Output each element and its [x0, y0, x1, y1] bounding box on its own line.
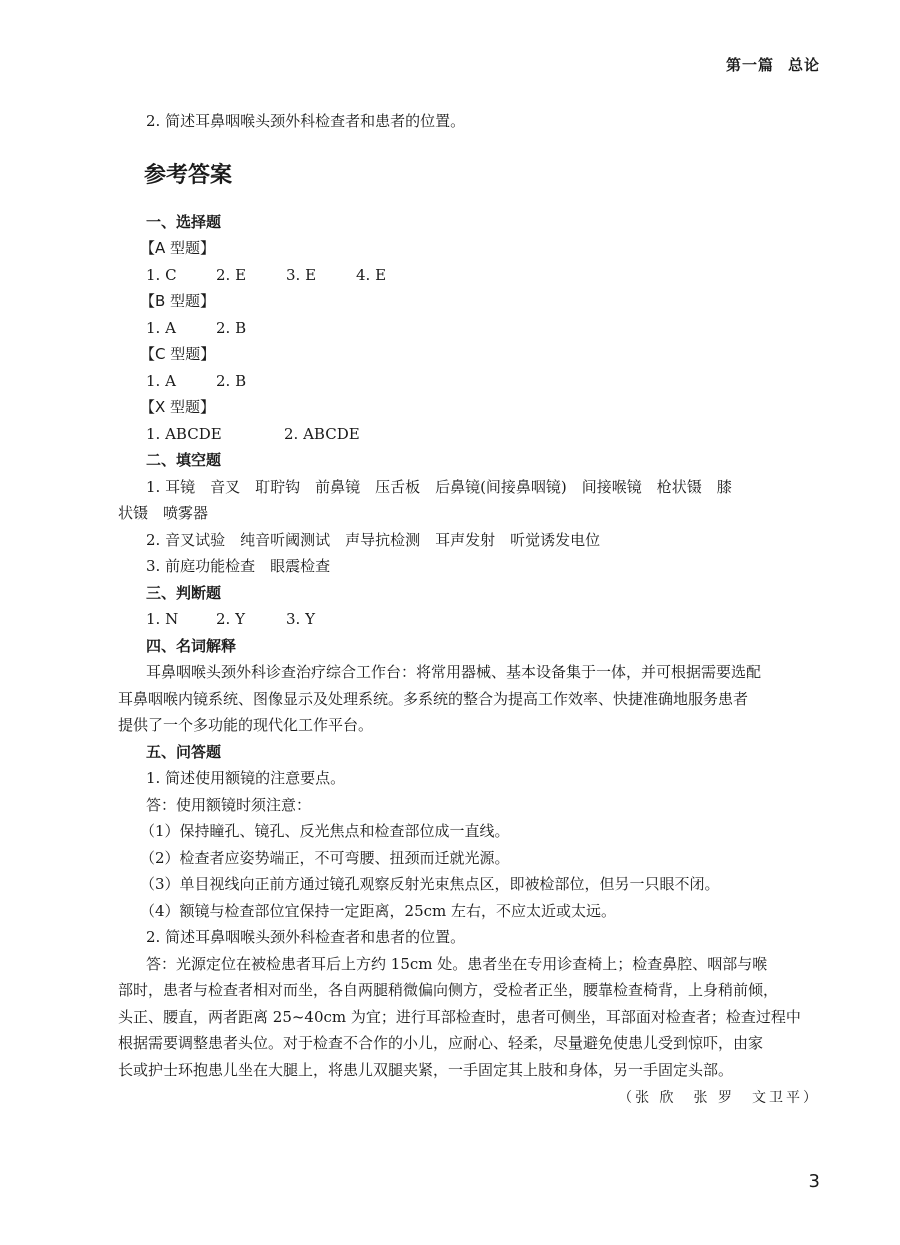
- question-1-point: （1）保持瞳孔、镜孔、反光焦点和检查部位成一直线。: [140, 822, 510, 840]
- section5-title: 五、问答题: [146, 742, 222, 761]
- running-header: [726, 54, 820, 75]
- header-title: 总论: [787, 56, 820, 74]
- b-type-answers: [118, 315, 820, 342]
- answer-item: 3. Y: [286, 610, 315, 628]
- answer-item: 1. N: [146, 610, 179, 628]
- answer-item: 2. ABCDE: [284, 424, 360, 443]
- answer-item: 2. Y: [216, 610, 245, 628]
- fill-item-2: 2. 音叉试验 纯音听阈测试 声导抗检测 耳声发射 听觉诱发电位: [146, 530, 601, 549]
- question-2: 2. 简述耳鼻咽喉头颈外科检查者和患者的位置。: [146, 928, 466, 946]
- x-type-answers: [118, 421, 820, 448]
- answer-item: 3. E: [286, 265, 317, 284]
- answer-item: 4. E: [356, 265, 387, 284]
- question-2-answer-line: 长或护士环抱患儿坐在大腿上，将患儿双腿夹紧，一手固定其上肢和身体，另一手固定头部。: [118, 1060, 734, 1079]
- answer-item: 2. B: [216, 371, 247, 390]
- answer-item: 1. A: [146, 318, 176, 337]
- question-1: 1. 简述使用额镜的注意要点。: [146, 769, 346, 787]
- x-type-label: 【X 型题】: [140, 398, 216, 416]
- fill-item-1-line1: 1. 耳镜 音叉 耵聍钩 前鼻镜 压舌板 后鼻镜(间接鼻咽镜) 间接喉镜 枪状镊 膝: [146, 477, 732, 496]
- section1-title: 一、选择题: [146, 212, 222, 231]
- section4-title: 四、名词解释: [146, 636, 237, 655]
- definition-line: 提供了一个多功能的现代化工作平台。: [118, 716, 374, 734]
- page-number: 3: [808, 1171, 820, 1192]
- answers-heading: 参考答案: [144, 162, 233, 188]
- section3-title: 三、判断题: [146, 583, 222, 602]
- a-type-answers: [118, 262, 820, 289]
- question-1-point: （3）单目视线向正前方通过镜孔观察反射光束焦点区，即被检部位，但另一只眼不闭。: [140, 875, 720, 893]
- question-2-answer-line: 答：光源定位在被检患者耳后上方约 15cm 处。患者坐在专用诊查椅上；检查鼻腔、咽部与喉: [146, 954, 768, 973]
- answer-item: 2. B: [216, 318, 247, 337]
- judgment-answers: [118, 606, 820, 633]
- top-question: 2. 简述耳鼻咽喉头颈外科检查者和患者的位置。: [146, 112, 466, 130]
- b-type-label: 【B 型题】: [140, 292, 216, 310]
- section2-title: 二、填空题: [146, 451, 222, 469]
- answer-item: 2. E: [216, 265, 247, 284]
- authors: （张 欣 张 罗 文卫平）: [618, 1090, 820, 1106]
- question-1-point: （4）额镜与检查部位宜保持一定距离，25cm 左右，不应太近或太远。: [140, 901, 617, 920]
- header-part: 第一篇: [725, 56, 774, 74]
- answer-item: 1. A: [146, 371, 176, 390]
- question-2-answer-line: 头正、腰直，两者距离 25~40cm 为宜；进行耳部检查时，患者可侧坐，耳部面对检查者；检查过程中: [118, 1007, 801, 1026]
- fill-item-1-line2: 状镊 喷雾器: [118, 504, 209, 522]
- c-type-label: 【C 型题】: [140, 345, 216, 363]
- c-type-answers: [118, 368, 820, 395]
- definition-line: 耳鼻咽喉头颈外科诊查治疗综合工作台：将常用器械、基本设备集于一体，并可根据需要选配: [146, 663, 762, 681]
- answer-item: 1. C: [146, 265, 177, 284]
- definition-line: 耳鼻咽喉内镜系统、图像显示及处理系统。多系统的整合为提高工作效率、快捷准确地服务患者: [118, 689, 749, 708]
- page-content: [118, 108, 820, 1111]
- question-1-point: （2）检查者应姿势端正，不可弯腰、扭颈而迁就光源。: [140, 848, 510, 867]
- question-2-answer-line: 部时，患者与检查者相对而坐，各自两腿稍微偏向侧方，受检者正坐，腰靠检查椅背，上身稍前倾，: [118, 981, 779, 999]
- question-2-answer-line: 根据需要调整患者头位。对于检查不合作的小儿，应耐心、轻柔，尽量避免使患儿受到惊吓，由家: [118, 1034, 764, 1052]
- fill-item-3: 3. 前庭功能检查 眼震检查: [146, 557, 331, 575]
- a-type-label: 【A 型题】: [140, 239, 216, 257]
- answer-item: 1. ABCDE: [146, 424, 222, 443]
- question-1-answer-intro: 答：使用额镜时须注意：: [146, 795, 312, 814]
